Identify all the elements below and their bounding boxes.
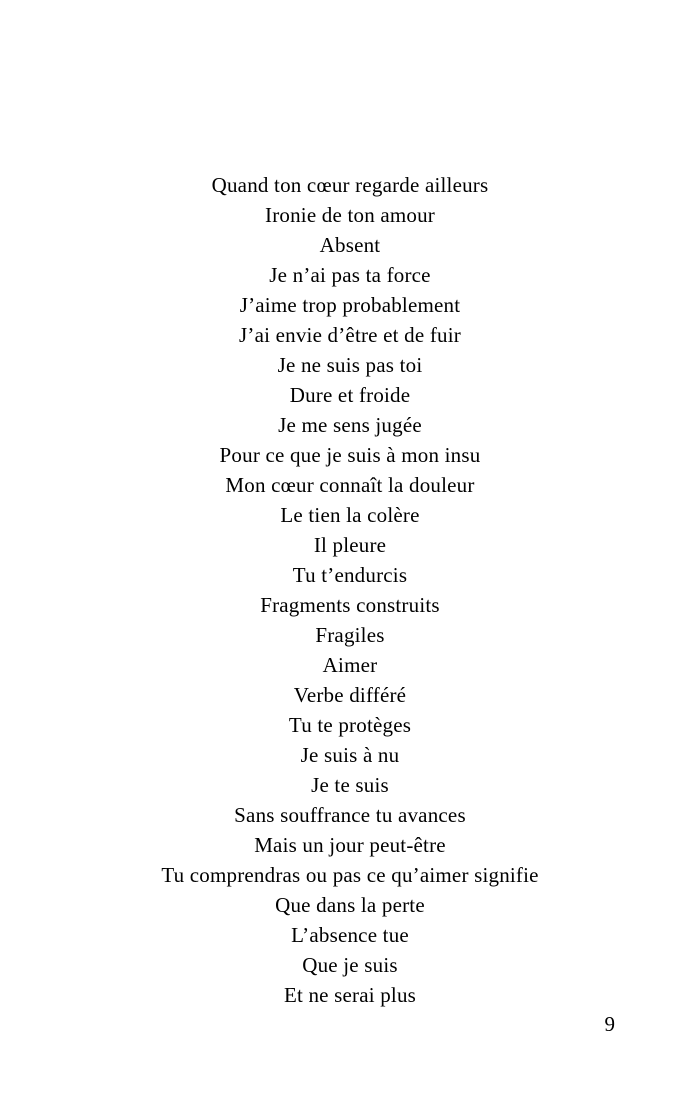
poem-line: J’ai envie d’être et de fuir: [239, 323, 461, 347]
poem-line: Et ne serai plus: [283, 983, 417, 1007]
poem-line: Je ne suis pas toi: [277, 353, 423, 377]
poem-line: Pour ce que je suis à mon insu: [219, 443, 481, 467]
poem-line: Tu t’endurcis: [292, 563, 408, 587]
poem-line: Absent: [319, 233, 381, 257]
poem-line: Quand ton cœur regarde ailleurs: [211, 173, 489, 197]
poem-line: Fragiles: [315, 623, 385, 647]
poem-line: J’aime trop probablement: [239, 293, 461, 317]
poem-line: Ironie de ton amour: [265, 203, 435, 227]
poem-line: Verbe différé: [293, 683, 407, 707]
poem-line: Que dans la perte: [275, 893, 425, 917]
poem-line: L’absence tue: [291, 923, 409, 947]
poem-line: Je n’ai pas ta force: [269, 263, 431, 287]
poem-line: Je te suis: [311, 773, 389, 797]
poem-line: Je suis à nu: [300, 743, 400, 767]
poem-line: Mais un jour peut-être: [254, 833, 446, 857]
poem-line: Que je suis: [302, 953, 398, 977]
poem-line: Tu comprendras ou pas ce qu’aimer signifie: [161, 863, 539, 887]
poem-line: Fragments construits: [260, 593, 440, 617]
poem: [0, 170, 700, 1010]
poem-line: Il pleure: [313, 533, 387, 557]
poem-line: Aimer: [322, 653, 378, 677]
page-number: 9: [604, 1012, 615, 1036]
poem-line: Je me sens jugée: [278, 413, 422, 437]
poem-line: Sans souffrance tu avances: [234, 803, 466, 827]
poem-line: Tu te protèges: [288, 713, 412, 737]
poem-line: Mon cœur connaît la douleur: [225, 473, 475, 497]
poem-line: Dure et froide: [289, 383, 411, 407]
poem-line: Le tien la colère: [280, 503, 420, 527]
